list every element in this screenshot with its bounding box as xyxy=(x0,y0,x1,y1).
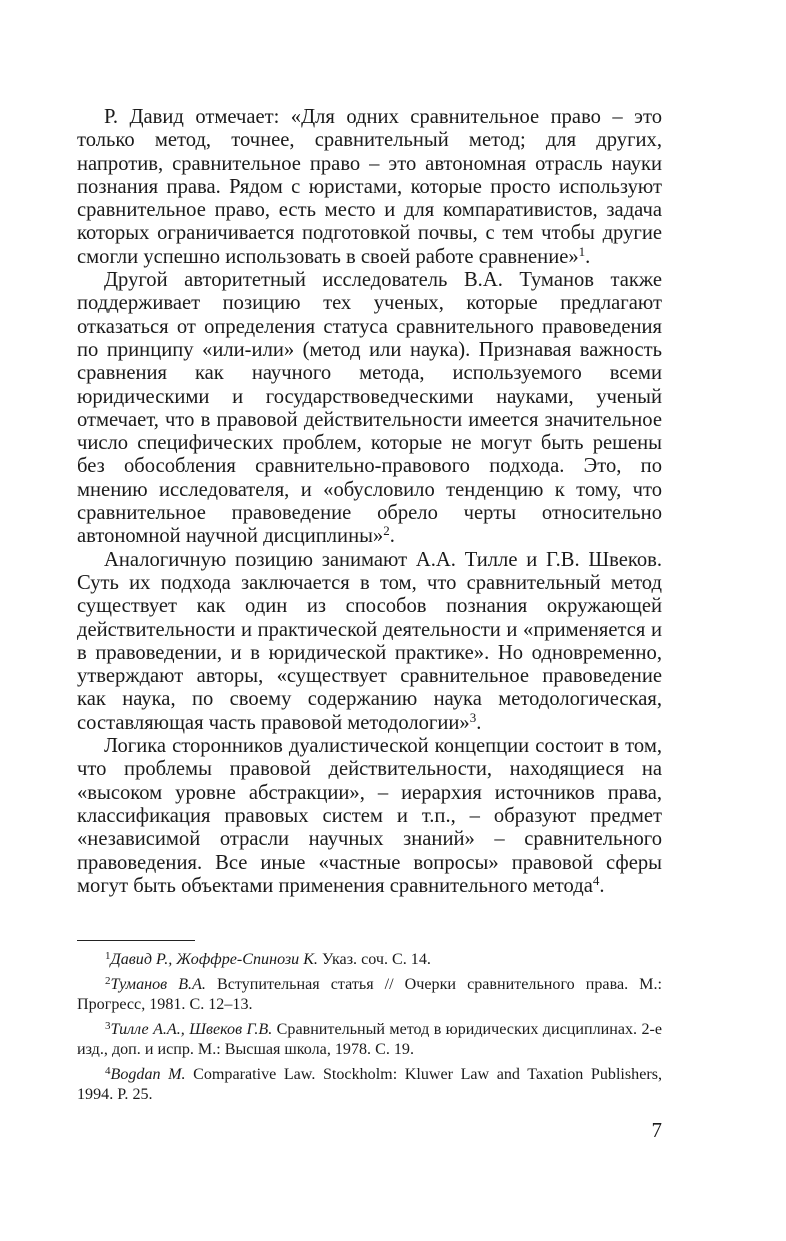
footnotes xyxy=(77,950,662,1110)
page-number: 7 xyxy=(651,1118,662,1142)
paragraph: Аналогичную позицию занимают А.А. Тилле и Г.В. Швеков. Суть их подхода заключается в том, что сравнительный метод существует как один из способов познания окружающей действительности и практической деятельности и «применяется и в правоведении, и в юридической практике». Но одновременно, утверждают авторы, «существует сравнительное правоведение как наука, по своему содержанию наука методологическая, составляющая часть правовой методологии»$^3$. xyxy=(77,548,662,734)
footnote-ref: 4 xyxy=(592,872,600,888)
footnote-ref: 1 xyxy=(578,243,586,259)
footnote: $^3$Тилле А.А., Швеков Г.В. Сравнительный метод в юридических дисциплинах. 2-е изд., доп. и испр. М.: Высшая школа, 1978. С. 19. xyxy=(77,1020,662,1058)
footnote-separator xyxy=(77,940,195,941)
footnote: $^1$Давид Р., Жоффре-Спинози К. Указ. соч. С. 14. xyxy=(105,950,431,968)
main-text xyxy=(77,106,662,898)
footnote-ref: 2 xyxy=(383,523,390,539)
footnote-ref: 3 xyxy=(469,709,477,725)
paragraph: Другой авторитетный исследователь В.А. Туманов также поддерживает позицию тех ученых, которые предлагают отказаться от определения статуса сравнительного правоведения по принципу «или-или» (метод или наука). Признавая важность сравнения как научного метода, используемого всеми юридическими и государствоведческими науками, ученый отмечает, что в правовой действительности имеется значительное число специфических проблем, которые не могут быть решены без обособления сравнительно-правового подхода. Это, по мнению исследователя, и «обусловило тенденцию к тому, что сравнительное правоведение обрело черты относительно автономной научной дисциплины»$^2$. xyxy=(77,269,662,548)
paragraph: Р. Давид отмечает: «Для одних сравнительное право – это только метод, точнее, сравнительный метод; для других, напротив, сравнительное право – это автономная отрасль науки познания права. Рядом с юристами, которые просто используют сравнительное право, есть место и для компаративистов, задача которых ограничивается подготовкой почвы, с тем чтобы другие смогли успешно использовать в своей работе сравнение»$^1$. xyxy=(77,106,662,268)
paragraph: Логика сторонников дуалистической концепции состоит в том, что проблемы правовой действительности, находящиеся на «высоком уровне абстракции», – иерархия источников права, классификация правовых систем и т.п., – образуют предмет «независимой отрасли научных знаний» – сравнительного правоведения. Все иные «частные вопросы» правовой сферы могут быть объектами применения сравнительного метода$^4$. xyxy=(77,735,662,897)
footnote: $^2$Туманов В.А. Вступительная статья // Очерки сравнительного права. М.: Прогресс, 1981. С. 12–13. xyxy=(77,975,662,1013)
footnote: $^4$Bogdan M. Comparative Law. Stockholm: Kluwer Law and Taxation Publishers, 1994. P. 25. xyxy=(77,1065,662,1103)
